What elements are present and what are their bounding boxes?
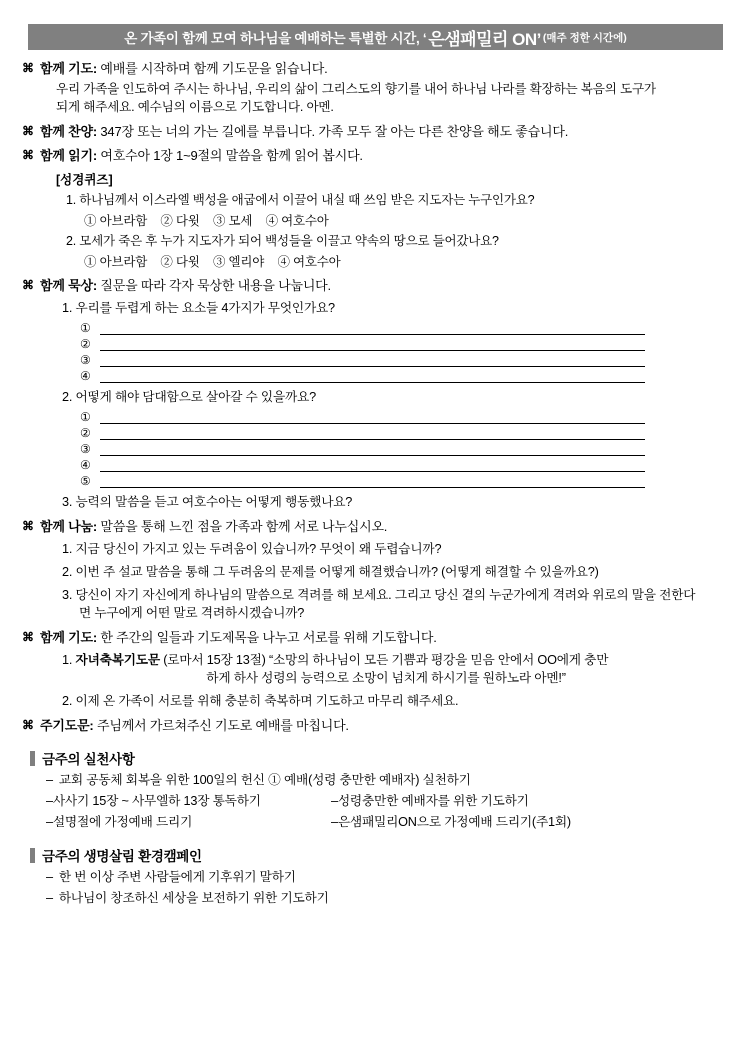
section-praise bbox=[22, 123, 729, 140]
answer-line-number: ③ bbox=[80, 442, 91, 456]
dash-icon: – bbox=[46, 870, 53, 884]
section-marker-icon: ⌘ bbox=[22, 519, 34, 533]
campaign-heading bbox=[30, 845, 729, 865]
practice-item-text: 사사기 15장 ~ 사무엘하 13장 통독하기 bbox=[52, 794, 261, 808]
section-pray-opening bbox=[22, 60, 729, 77]
answer-line-row bbox=[80, 335, 729, 351]
blessing-prayer-text-line2: 하게 하사 성령의 능력으로 소망이 넘치게 하시기를 원하노라 아멘!” bbox=[206, 671, 566, 685]
dash-icon: – bbox=[331, 794, 338, 808]
answer-line-row bbox=[80, 367, 729, 383]
sharing-item-text: 1. 지금 당신이 가지고 있는 두려움이 있습니까? 무엇이 왜 두렵습니까? bbox=[62, 542, 442, 556]
answer-write-line[interactable] bbox=[100, 338, 645, 351]
answer-line-number: ① bbox=[80, 410, 91, 424]
dash-icon: – bbox=[46, 815, 53, 829]
answer-line-number: ② bbox=[80, 337, 91, 351]
section-praise-body bbox=[40, 123, 729, 140]
closing-prayer-text: 2. 이제 온 가족이 서로를 위해 충분히 축복하며 기도하고 마무리 해주세요. bbox=[62, 694, 459, 708]
practice-heading-text: 금주의 실천사항 bbox=[42, 752, 135, 767]
meditation-answer-lines-2 bbox=[80, 408, 729, 488]
section-pray-opening-lead: 함께 기도: bbox=[40, 61, 97, 76]
answer-line-row bbox=[80, 408, 729, 424]
meditation-question-2: 2. 어떻게 해야 담대함으로 살아갈 수 있을까요? bbox=[62, 390, 316, 404]
section-meditation bbox=[22, 277, 729, 294]
section-pray-closing bbox=[22, 629, 729, 646]
dash-icon: – bbox=[331, 815, 338, 829]
section-meditation-text: 질문을 따라 각자 묵상한 내용을 나눕니다. bbox=[96, 278, 331, 293]
answer-write-line[interactable] bbox=[100, 443, 645, 456]
section-marker-icon: ⌘ bbox=[22, 278, 34, 292]
quiz-choices bbox=[84, 252, 729, 270]
section-reading bbox=[22, 147, 729, 164]
practice-item-row bbox=[46, 793, 729, 810]
section-pray-opening-body bbox=[40, 60, 729, 77]
section-marker-icon: ⌘ bbox=[22, 718, 34, 732]
section-pray-opening-text: 예배를 시작하며 함께 기도문을 읽습니다. bbox=[96, 61, 328, 76]
answer-line-row bbox=[80, 456, 729, 472]
answer-write-line[interactable] bbox=[100, 322, 645, 335]
section-lords-prayer-body bbox=[40, 717, 729, 734]
answer-write-line[interactable] bbox=[100, 411, 645, 424]
answer-line-row bbox=[80, 351, 729, 367]
answer-line-number: ① bbox=[80, 321, 91, 335]
practice-item bbox=[46, 772, 729, 789]
section-sharing-body bbox=[40, 518, 729, 535]
section-reading-lead: 함께 읽기: bbox=[40, 148, 97, 163]
practice-heading bbox=[30, 748, 729, 768]
section-meditation-body bbox=[40, 277, 729, 294]
practice-item bbox=[331, 793, 729, 810]
blessing-prayer-item bbox=[62, 651, 702, 687]
dash-icon: – bbox=[46, 794, 53, 808]
heading-bar-icon bbox=[30, 848, 35, 863]
banner-main-text: 온 가족이 함께 모여 하나님을 예배하는 특별한 시간, ‘ bbox=[124, 31, 427, 46]
quiz-choices bbox=[84, 211, 729, 229]
answer-line-row bbox=[80, 472, 729, 488]
banner-suffix-text: (매주 정한 시간에) bbox=[542, 31, 627, 44]
answer-line-number: ④ bbox=[80, 369, 91, 383]
quiz-question: 1. 하나님께서 이스라엘 백성을 애굽에서 이끌어 내실 때 쓰임 받은 지도자는 누구인가요? bbox=[66, 193, 535, 207]
practice-item-text: 은샘패밀리ON으로 가정예배 드리기(주1회) bbox=[337, 815, 571, 829]
answer-write-line[interactable] bbox=[100, 370, 645, 383]
section-sharing-text: 말씀을 통해 느낀 점을 가족과 함께 서로 나누십시오. bbox=[96, 519, 388, 534]
blessing-prayer-title: 자녀축복기도문 bbox=[75, 653, 160, 667]
meditation-answer-lines-1 bbox=[80, 319, 729, 383]
section-reading-body bbox=[40, 147, 729, 164]
bible-quiz-title: [성경퀴즈] bbox=[56, 173, 113, 187]
meditation-question-1: 1. 우리를 두렵게 하는 요소들 4가지가 무엇인가요? bbox=[62, 301, 335, 315]
section-marker-icon: ⌘ bbox=[22, 630, 34, 644]
blessing-prayer-number: 1. bbox=[62, 653, 76, 667]
section-pray-closing-text: 한 주간의 일들과 기도제목을 나누고 서로를 위해 기도합니다. bbox=[96, 630, 437, 645]
practice-item-text: 설명절에 가정예배 드리기 bbox=[52, 815, 193, 829]
answer-line-number: ④ bbox=[80, 458, 91, 472]
answer-line-row bbox=[80, 440, 729, 456]
answer-line-number: ② bbox=[80, 426, 91, 440]
sharing-item-text: 2. 이번 주 설교 말씀을 통해 그 두려움의 문제를 어떻게 해결했습니까? (어떻게 해결할 수 있을까요?) bbox=[62, 565, 599, 579]
sharing-item-text: 3. 당신이 자기 자신에게 하나님의 말씀으로 격려를 해 보세요. 그리고 당신 곁의 누군가에게 격려와 위로의 말을 전한다면 누구에게 어떤 말로 격려하시겠습니까? bbox=[62, 588, 696, 620]
quiz-choice[interactable]: ② 다윗 bbox=[160, 214, 200, 228]
section-lords-prayer-text: 주님께서 가르쳐주신 기도로 예배를 마칩니다. bbox=[93, 718, 349, 733]
practice-item-row bbox=[46, 814, 729, 831]
dash-icon: – bbox=[46, 773, 53, 787]
meditation-question-3: 3. 능력의 말씀을 듣고 여호수아는 어떻게 행동했나요? bbox=[62, 495, 353, 509]
practice-item-text: 교회 공동체 회복을 위한 100일의 헌신 ① 예배(성령 충만한 예배자) 실천하기 bbox=[58, 773, 471, 787]
quiz-choice[interactable]: ④ 여호수아 bbox=[265, 214, 329, 228]
quiz-choice[interactable]: ② 다윗 bbox=[160, 255, 200, 269]
campaign-item-text: 한 번 이상 주변 사람들에게 기후위기 말하기 bbox=[58, 870, 296, 884]
dash-icon: – bbox=[46, 891, 53, 905]
closing-prayer-item bbox=[62, 692, 702, 710]
section-marker-icon: ⌘ bbox=[22, 61, 34, 75]
practice-item bbox=[46, 814, 331, 831]
answer-write-line[interactable] bbox=[100, 354, 645, 367]
section-lords-prayer-lead: 주기도문: bbox=[40, 718, 94, 733]
section-reading-text: 여호수아 1장 1~9절의 말씀을 함께 읽어 봅시다. bbox=[96, 148, 363, 163]
quiz-question: 2. 모세가 죽은 후 누가 지도자가 되어 백성들을 이끌고 약속의 땅으로 들어갔나요? bbox=[66, 234, 499, 248]
answer-write-line[interactable] bbox=[100, 427, 645, 440]
sharing-item bbox=[62, 586, 702, 622]
quiz-choice[interactable]: ③ 엘리야 bbox=[212, 255, 265, 269]
banner-highlight-text: 은샘패밀리 ON’ bbox=[428, 29, 541, 49]
section-meditation-lead: 함께 묵상: bbox=[40, 278, 97, 293]
practice-item-text: 성령충만한 예배자를 위한 기도하기 bbox=[337, 794, 529, 808]
opening-prayer-paragraph: 우리 가족을 인도하여 주시는 하나님, 우리의 삶이 그리스도의 향기를 내어 하나님 나라를 확장하는 복음의 도구가 되게 해주세요. 예수님의 이름으로 기도합니다. 아멘. bbox=[56, 82, 656, 114]
answer-line-number: ⑤ bbox=[80, 474, 91, 488]
answer-line-number: ③ bbox=[80, 353, 91, 367]
section-praise-text: 347장 또는 너의 가는 길에를 부릅니다. 가족 모두 잘 아는 다른 찬양을 해도 좋습니다. bbox=[96, 124, 569, 139]
section-praise-lead: 함께 찬양: bbox=[40, 124, 97, 139]
answer-line-row bbox=[80, 424, 729, 440]
section-sharing bbox=[22, 518, 729, 535]
section-sharing-lead: 함께 나눔: bbox=[40, 519, 97, 534]
quiz-choice[interactable]: ① 아브라함 bbox=[84, 255, 148, 269]
heading-bar-icon bbox=[30, 751, 35, 766]
campaign-item bbox=[46, 869, 729, 886]
quiz-choice[interactable]: ④ 여호수아 bbox=[277, 255, 341, 269]
section-pray-closing-lead: 함께 기도: bbox=[40, 630, 97, 645]
section-pray-closing-body bbox=[40, 629, 729, 646]
page-title-banner bbox=[28, 24, 723, 50]
practice-item bbox=[331, 814, 729, 831]
quiz-choice[interactable]: ③ 모세 bbox=[212, 214, 253, 228]
sharing-item bbox=[62, 563, 702, 581]
practice-item bbox=[46, 793, 331, 810]
campaign-item bbox=[46, 890, 729, 907]
section-marker-icon: ⌘ bbox=[22, 148, 34, 162]
section-marker-icon: ⌘ bbox=[22, 124, 34, 138]
blessing-prayer-text: (로마서 15장 13절) “소망의 하나님이 모든 기쁨과 평강을 믿음 안에서 OO에게 충만 bbox=[159, 653, 609, 667]
sharing-item bbox=[62, 540, 702, 558]
answer-line-row bbox=[80, 319, 729, 335]
answer-write-line[interactable] bbox=[100, 475, 645, 488]
section-lords-prayer bbox=[22, 717, 729, 734]
campaign-item-text: 하나님이 창조하신 세상을 보전하기 위한 기도하기 bbox=[58, 891, 329, 905]
answer-write-line[interactable] bbox=[100, 459, 645, 472]
campaign-heading-text: 금주의 생명살림 환경캠페인 bbox=[42, 849, 202, 864]
quiz-choice[interactable]: ① 아브라함 bbox=[84, 214, 148, 228]
